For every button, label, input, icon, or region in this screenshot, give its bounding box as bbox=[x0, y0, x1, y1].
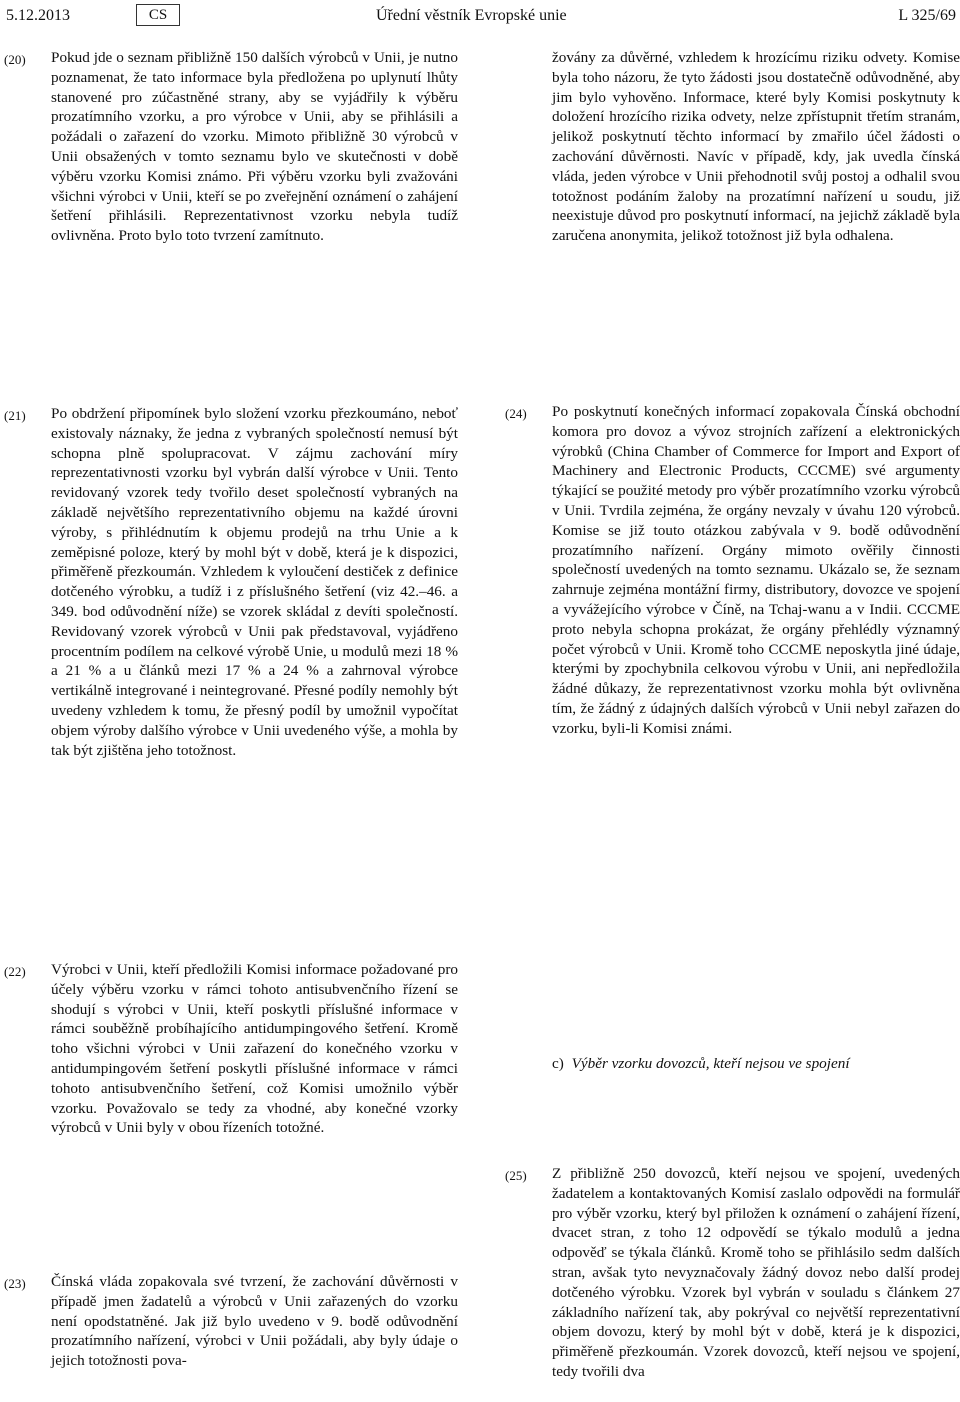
journal-title: Úřední věstník Evropské unie bbox=[376, 7, 567, 24]
paragraph-24: Po poskytnutí konečných informací zopakovala Čínská obchodní komora pro dovoz a vývoz strojních zařízení a elektronických výrobků (China Chamber of Commerce for Import and Export of Machinery and Electronic Products, CCCME) své argumenty týkající se použité metody pro výběr prozatímního vzorku výrobců v Unii. Tvrdila zejména, že orgány nevzaly v úvahu 120 výrobců. Komise se již touto otázkou zabývala v 9. bodě odůvodnění prozatímního nařízení. Orgány mimoto ověřily činnosti společností uvedených na tomto seznamu. Ukázalo se, že seznam zahrnuje zejména montážní firmy, distributory, dovozce ve spojení a vyvážejícího výrobce v Číně, na Tchaj-wanu a v Indii. CCCME proto nebyla schopna prokázat, že orgány přehlédly významný počet výrobců v Unii. Kromě toho CCCME neposkytla jiné údaje, kterými by zpochybnila celkovou výrobu v Unii, ani nepředložila žádné důkazy, že reprezentativnost vzorku mohla být ovlivněna tím, že žádný z údajných dalších výrobců v Unii nebyl zařazen do vzorku, byli-li Komisi známi. bbox=[552, 403, 960, 737]
section-heading-c bbox=[552, 1054, 960, 1074]
paragraph-number-24: (24) bbox=[505, 406, 527, 421]
paragraph-number-21: (21) bbox=[4, 408, 26, 423]
language-badge: CS bbox=[136, 4, 180, 26]
section-heading-label: c) bbox=[552, 1055, 564, 1072]
page-header bbox=[0, 4, 960, 28]
page-reference: L 325/69 bbox=[898, 7, 956, 24]
paragraph-23: Čínská vláda zopakovala své tvrzení, že zachování důvěrnosti v případě jmen žadatelů a výrobců v Unii zařazených do vzorku není opodstatněné. Jak již bylo uvedeno v 9. bodě odůvodnění prozatímního nařízení, výrobci v Unii požádali, aby byly údaje o jejich totožnosti pova- bbox=[51, 1273, 458, 1370]
paragraph-number-20: (20) bbox=[4, 52, 26, 67]
section-heading-text: Výběr vzorku dovozců, kteří nejsou ve spojení bbox=[571, 1055, 850, 1072]
publication-date: 5.12.2013 bbox=[6, 7, 70, 24]
paragraph-22: Výrobci v Unii, kteří předložili Komisi informace požadované pro účely výběru vzorku v rámci tohoto antisubvenčního řízení se shodují s výrobci v Unii, kteří poskytli příslušné informace v rámci souběžně probíhajícího antidumpingového šetření. Kromě toho všichni výrobci v Unii zařazení do konečného vzorku v antidumpingovém šetření poskytli příslušné informace v rámci tohoto antisubvenčního šetření, což Komisi umožnilo výběr vzorku. Považovalo se tedy za vhodné, aby konečné vzorky výrobců v Unii byly v obou řízeních totožné. bbox=[51, 961, 458, 1137]
paragraph-21: Po obdržení připomínek bylo složení vzorku přezkoumáno, neboť existovaly náznaky, že jedna z vybraných společností nemusí být schopna plně spolupracovat. V zájmu zachování míry reprezentativnosti vzorku byl vybrán další výrobce v Unii. Tento revidovaný vzorek tedy tvořilo deset společností vybraných na základě největšího reprezentativního objemu na každé úrovni výroby, s přihlédnutím k objemu prodejů na trhu Unie a k zeměpisné poloze, který by mohl být v době, která je k dispozici, přiměřeně přezkoumán. Vzhledem k vyloučení destiček z definice dotčeného výrobku, a tudíž i z příslušného šetření (viz 42.–46. a 349. bod odůvodnění níže) se vzorek skládal z devíti společností. Revidovaný vzorek výrobců v Unii pak představoval, vyjádřeno procentním podílem na celkové výrobě Unie, u modulů mezi 18 % a 21 % a u článků mezi 17 % a 24 % a zahrnoval výrobce vertikálně integrované i neintegrované. Přesné podíly nemohly být uvedeny vzhledem k tomu, že přesný podíl by umožnil vypočítat objem výroby dalšího výrobce v Unii uvedeného výše, a mohla by tak být zjištěna jeho totožnost. bbox=[51, 405, 458, 759]
paragraph-23-continuation: žovány za důvěrné, vzhledem k hrozícímu riziku odvety. Komise byla toho názoru, že tyto žádosti jsou dostatečně odůvodněné, aby jim bylo vyhověno. Informace, které byly Komisi poskytnuty k doložení hrozícího rizika odvety, nelze zpřístupnit třetím stranám, jelikož poskytnutí těchto informací by zmařilo účel žádosti o zachování důvěrnosti. Navíc v případě, kdy, jak uvedla čínská vláda, jeden výrobce v Unii přehodnotil svůj postoj a odhalil svou totožnost podáním žaloby na prozatímní nařízení u soudu, již neexistuje důvod pro poskytnutí informací, na jejichž základě byla zaručena anonymita, jelikož totožnost již byla odhalena. bbox=[552, 49, 960, 245]
paragraph-number-22: (22) bbox=[4, 964, 26, 979]
paragraph-number-23: (23) bbox=[4, 1276, 26, 1291]
paragraph-20: Pokud jde o seznam přibližně 150 dalších výrobců v Unii, je nutno poznamenat, že tato informace byla předložena po uplynutí lhůty stanovené pro zúčastněné strany, aby se vyjádřily k výběru prozatímního vzorku, a pro výrobce v Unii, aby se přihlásili a požádali o zařazení do vzorku. Mimoto přibližně 30 výrobců v Unii obsažených v tomto seznamu bylo ve skutečnosti v době výběru vzorku Komisi známo. Při výběru vzorku byli zvažováni všichni výrobci v Unii, kteří se po zveřejnění oznámení o zahájení šetření přihlásili. Reprezentativnost vzorku nebyla tudíž ovlivněna. Proto bylo toto tvrzení zamítnuto. bbox=[51, 49, 458, 245]
paragraph-number-25: (25) bbox=[505, 1168, 527, 1183]
paragraph-25: Z přibližně 250 dovozců, kteří nejsou ve spojení, uvedených žadatelem a kontaktovaných Komisí zaslalo odpovědi na formulář pro výběr vzorku, který byl přiložen k oznámení o zahájení řízení, dvacet stran, z toho 12 odpovědí se týkalo modulů a jedna odpověď se týkala článků. Kromě toho se přihlásilo sedm dalších stran, avšak tyto nevyznačovaly žádný dovoz nebo další prodej dotčeného výrobku. Vzorek byl vybrán v souladu s článkem 27 základního nařízení tak, aby pokrýval co největší reprezentativní objem dovozu, který by mohl být v době, která je k dispozici, přiměřeně přezkoumán. Vzorek dovozců, kteří nejsou ve spojení, tedy tvořili dva bbox=[552, 1165, 960, 1380]
